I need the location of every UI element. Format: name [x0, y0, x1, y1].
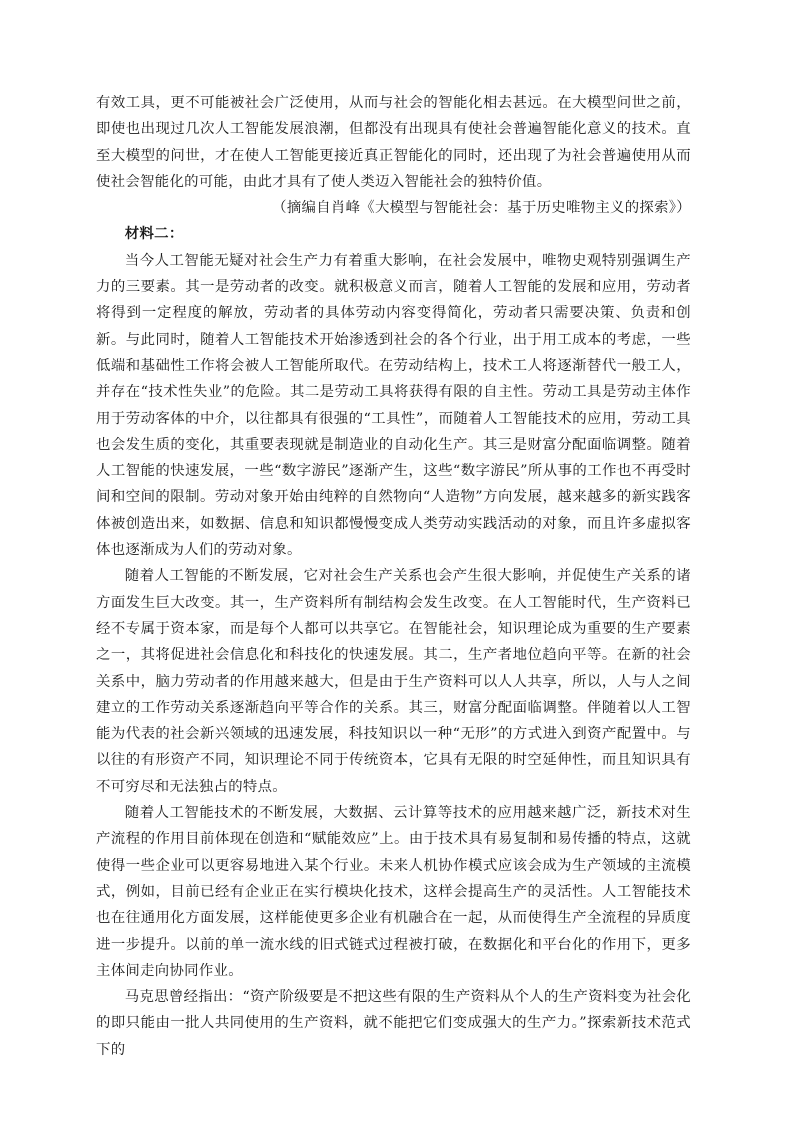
document-page [96, 90, 691, 1063]
source-citation: （摘编自肖峰《大模型与智能社会：基于历史唯物主义的探索》） [272, 200, 691, 217]
paragraph-productivity: 当今人工智能无疑对社会生产力有着重大影响，在社会发展中，唯物史观特别强调生产力的三要素。其一是劳动者的改变。就积极意义而言，随着人工智能的发展和应用，劳动者将得到一定程度的解放，劳动者的具体劳动内容变得简化，劳动者只需要决策、负责和创新。与此同时，随着人工智能技术开始渗透到社会的各个行业，出于用工成本的考虑，一些低端和基础性工作将会被人工智能所取代。在劳动结构上，技术工人将逐渐替代一般工人，并存在“技术性失业”的危险。其二是劳动工具将获得有限的自主性。劳动工具是劳动主体作用于劳动客体的中介，以往都具有很强的“工具性”，而随着人工智能技术的应用，劳动工具也会发生质的变化，其重要表现就是制造业的自动化生产。其三是财富分配面临调整。随着人工智能的快速发展，一些“数字游民”逐渐产生，这些“数字游民”所从事的工作也不再受时间和空间的限制。劳动对象开始由纯粹的自然物向“人造物”方向发展，越来越多的新实践客体被创造出来，如数据、信息和知识都慢慢变成人类劳动实践活动的对象，而且许多虚拟客体也逐渐成为人们的劳动对象。 [96, 252, 691, 559]
paragraph-production-relations: 随着人工智能的不断发展，它对社会生产关系也会产生很大影响，并促使生产关系的诸方面发生巨大改变。其一，生产资料所有制结构会发生改变。在人工智能时代，生产资料已经不专属于资本家，而是每个人都可以共享它。在智能社会，知识理论成为重要的生产要素之一，其将促进社会信息化和科技化的快速发展。其二，生产者地位趋向平等。在新的社会关系中，脑力劳动者的作用越来越大，但是由于生产资料可以人人共享，所以，人与人之间建立的工作劳动关系逐渐趋向平等合作的关系。其三，财富分配面临调整。伴随着以人工智能为代表的社会新兴领域的迅速发展，科技知识以一种“无形”的方式进入到资产配置中。与以往的有形资产不同，知识理论不同于传统资本，它具有无限的时空延伸性，而且知识具有不可穷尽和无法独占的特点。 [96, 568, 691, 795]
section-heading: 材料二： [124, 225, 184, 243]
paragraph-continued: 有效工具，更不可能被社会广泛使用，从而与社会的智能化相去甚远。在大模型问世之前，即使也出现过几次人工智能发展浪潮，但都没有出现具有使社会普遍智能化意义的技术。直至大模型的问世，才在使人工智能更接近真正智能化的同时，还出现了为社会普遍使用从而使社会智能化的可能，由此才具有了使人类迈入智能社会的独特价值。 [96, 95, 691, 190]
paragraph-marx-quote: 马克思曾经指出：“资产阶级要是不把这些有限的生产资料从个人的生产资料变为社会化的即只能由一批人共同使用的生产资料，就不能把它们变成强大的生产力。”探索新技术范式下的 [96, 989, 691, 1058]
paragraph-production-process: 随着人工智能技术的不断发展，大数据、云计算等技术的应用越来越广泛，新技术对生产流程的作用目前体现在创造和“赋能效应”上。由于技术具有易复制和易传播的特点，这就使得一些企业可以更容易地进入某个行业。未来人机协作模式应该会成为生产领域的主流模式，例如，目前已经有企业正在实行模块化技术，这样会提高生产的灵活性。人工智能技术也在往通用化方面发展，这样能使更多企业有机融合在一起，从而使得生产全流程的异质度进一步提升。以前的单一流水线的旧式链式过程被打破，在数据化和平台化的作用下，更多主体间走向协同作业。 [96, 805, 691, 979]
